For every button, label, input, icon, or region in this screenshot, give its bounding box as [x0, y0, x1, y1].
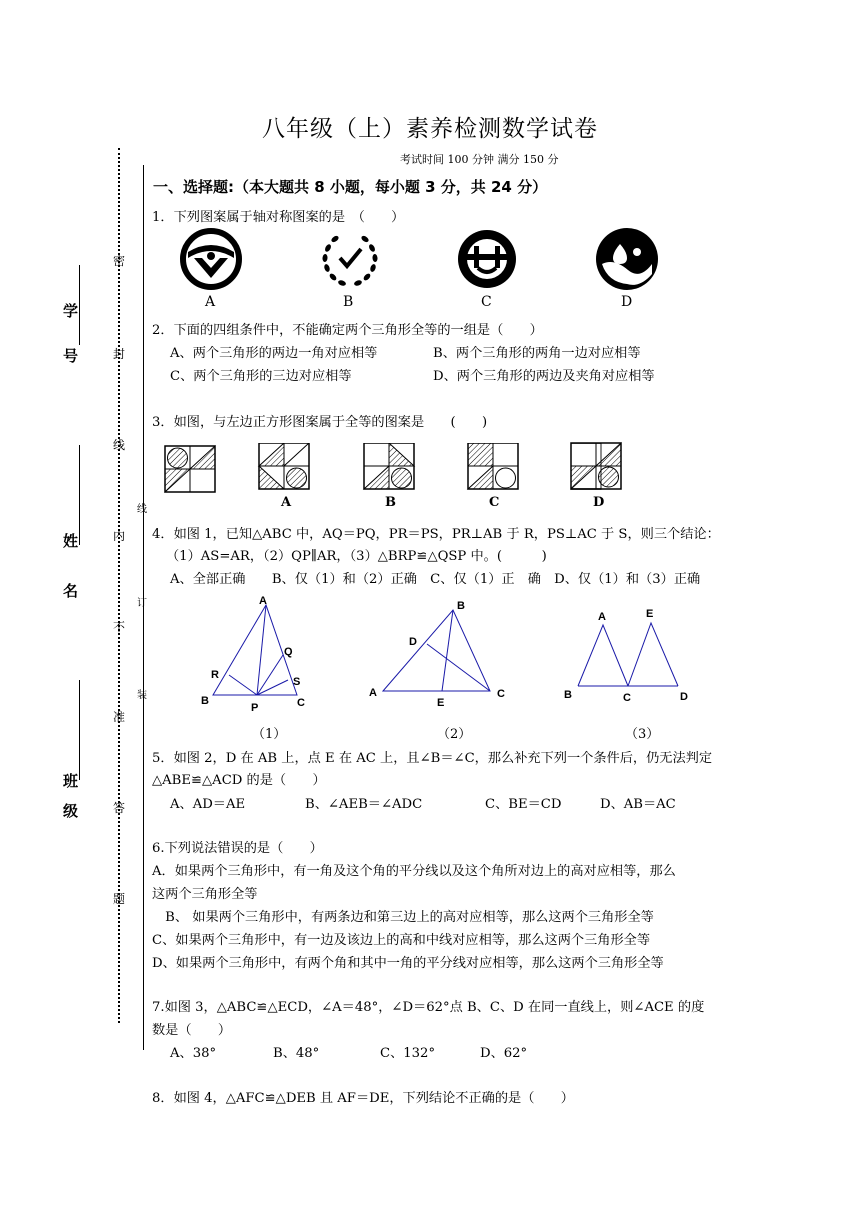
class-label-2: 级	[63, 802, 79, 820]
q3-option-letter: D	[593, 495, 605, 510]
figure-2	[365, 596, 515, 711]
name-blank[interactable]	[79, 445, 80, 545]
q7-option-a: A、38°	[170, 1046, 217, 1061]
figure-caption: （2）	[437, 727, 472, 742]
fig3-label: E	[646, 608, 654, 620]
figure-caption: （3）	[625, 727, 660, 742]
figure-3	[560, 603, 700, 703]
q3-option-letter: A	[281, 495, 292, 510]
seal-char: 封	[113, 347, 126, 361]
section-heading: 一、选择题:（本大题共 8 小题，每小题 3 分，共 24 分）	[153, 178, 548, 196]
seal-char: 准	[113, 710, 126, 724]
fig2-label: C	[497, 688, 505, 700]
fig2-label: B	[457, 600, 465, 612]
fig3-label: D	[680, 691, 688, 703]
fig1-label: P	[251, 702, 259, 713]
fig1-label: Q	[284, 646, 293, 658]
q1-option-letter: B	[343, 294, 354, 310]
student-id-label-2: 号	[63, 347, 79, 365]
inner-bind-char: 线	[137, 504, 147, 515]
q6-line: D、如果两个三角形中，有两个角和其中一角的平分线对应相等，那么这两个三角形全等	[152, 956, 664, 971]
fig3-label: C	[623, 692, 631, 703]
question-6-stem: 6.下列说法错误的是（ ）	[152, 841, 323, 856]
question-4-stem: 4．如图 1，已知△ABC 中，AQ＝PQ，PR＝PS，PR⊥AB 于 R，PS⊥AC 于 S，则三个结论：	[152, 527, 720, 542]
q1-option-letter: C	[481, 294, 492, 310]
class-label-1: 班	[63, 772, 79, 790]
q5-option-d: D、AB＝AC	[600, 797, 676, 812]
q3-square-d	[568, 440, 624, 492]
q5-option-a: A、AD＝AE	[170, 797, 246, 812]
fig3-label: A	[598, 611, 606, 623]
class-blank[interactable]	[79, 680, 80, 780]
q6-line: B、 如果两个三角形中，有两条边和第三边上的高对应相等，那么这两个三角形全等	[152, 910, 654, 925]
logo-d-icon	[594, 226, 660, 292]
seal-char: 密	[113, 254, 126, 268]
fig1-label: A	[259, 595, 267, 607]
q6-line: A．如果两个三角形中，有一角及这个角的平分线以及这个角所对边上的高对应相等，那么	[152, 864, 676, 879]
figure-caption: （1）	[252, 727, 287, 742]
fig2-label: D	[409, 636, 417, 648]
fig1-label: S	[293, 676, 301, 688]
question-5-stem-2: △ABE≌△ACD 的是（ ）	[152, 773, 326, 788]
q7-option-b: B、48°	[273, 1046, 320, 1061]
student-id-label-1: 学	[63, 302, 79, 320]
inner-bind-char: 装	[137, 690, 147, 701]
question-3-stem: 3．如图，与左边正方形图案属于全等的图案是 ( )	[152, 415, 488, 430]
seal-char: 内	[113, 529, 126, 543]
q5-option-b: B、∠AEB＝∠ADC	[305, 797, 423, 812]
seal-char: 线	[113, 438, 126, 452]
q2-option-d: D、两个三角形的两边及夹角对应相等	[433, 369, 655, 384]
question-7-stem: 7.如图 3，△ABC≌△ECD，∠A＝48°，∠D＝62°点 B、C、D 在同一直线上，则∠ACE 的度	[152, 1000, 705, 1015]
question-1-stem: 1．下列图案属于轴对称图案的是 （ ）	[152, 210, 405, 225]
q5-option-c: C、BE＝CD	[485, 797, 562, 812]
q7-option-d: D、62°	[480, 1046, 528, 1061]
question-7-stem-2: 数是（ ）	[152, 1023, 232, 1038]
logo-c-icon	[456, 228, 518, 290]
fig3-label: B	[564, 689, 572, 701]
logo-b-icon	[318, 226, 382, 290]
question-4-stem-2: （1）AS=AR，（2）QP∥AR，（3）△BRP≌△QSP 中。( )	[166, 549, 547, 564]
inner-bind-char: 订	[137, 598, 147, 609]
student-id-blank[interactable]	[79, 265, 80, 345]
q6-line: 这两个三角形全等	[152, 887, 258, 902]
exam-info: 考试时间 100 分钟 满分 150 分	[400, 153, 559, 166]
question-8-stem: 8．如图 4，△AFC≌△DEB 且 AF＝DE，下列结论不正确的是（ ）	[152, 1091, 574, 1106]
q6-line: C、如果两个三角形中，有一边及该边上的高和中线对应相等，那么这两个三角形全等	[152, 933, 651, 948]
q1-option-letter: D	[621, 294, 633, 310]
figure-1	[195, 593, 315, 713]
fig1-label: B	[201, 695, 209, 707]
seal-char: 不	[113, 620, 126, 634]
name-label-1: 姓	[63, 532, 79, 550]
fig1-label: C	[297, 697, 305, 709]
seal-char: 答	[113, 801, 126, 815]
q1-option-letter: A	[205, 294, 216, 310]
q4-options: A、全部正确 B、仅（1）和（2）正确 C、仅（1）正 确 D、仅（1）和（3）正确	[170, 572, 701, 587]
fig2-label: E	[437, 697, 445, 709]
logo-a-icon	[180, 228, 242, 290]
fig2-label: A	[369, 687, 377, 699]
q3-squares-figure	[162, 443, 602, 495]
q3-option-letter: B	[385, 495, 396, 510]
page-title: 八年级（上）素养检测数学试卷	[262, 116, 598, 142]
q2-option-c: C、两个三角形的三边对应相等	[170, 369, 352, 384]
q2-option-a: A、两个三角形的两边一角对应相等	[170, 346, 378, 361]
question-5-stem: 5．如图 2，D 在 AB 上，点 E 在 AC 上，且∠B＝∠C，那么补充下列一个条件后，仍无法判定	[152, 751, 713, 766]
q7-option-c: C、132°	[380, 1046, 436, 1061]
q3-option-letter: C	[489, 495, 500, 510]
seal-char: 题	[113, 892, 126, 906]
fig1-label: R	[211, 669, 219, 681]
question-2-stem: 2．下面的四组条件中，不能确定两个三角形全等的一组是（ ）	[152, 323, 543, 338]
q2-option-b: B、两个三角形的两角一边对应相等	[433, 346, 641, 361]
name-label-2: 名	[63, 582, 79, 600]
